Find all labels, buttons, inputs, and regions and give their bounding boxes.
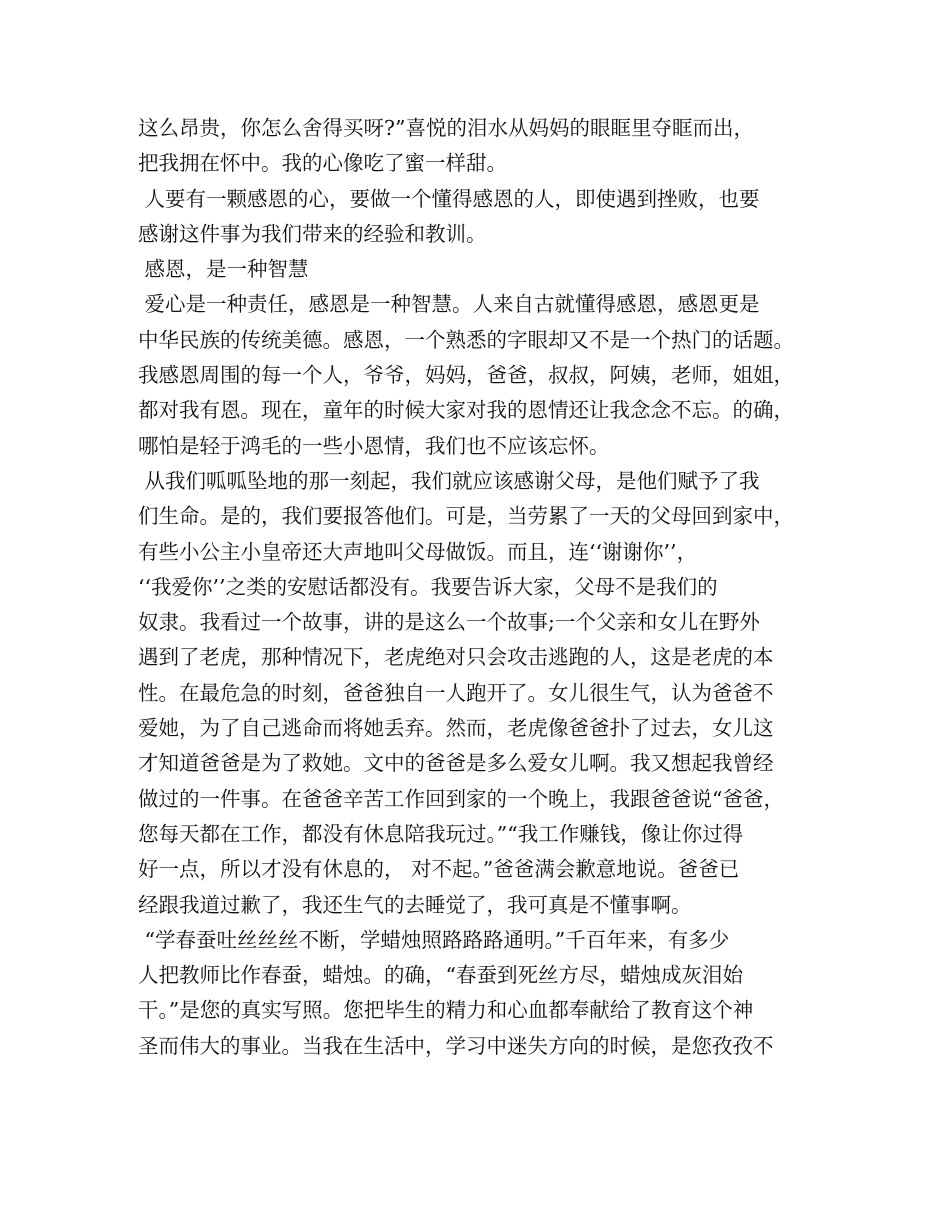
text-line: 干。”是您的真实写照。您把毕生的精力和心血都奉献给了教育这个神 (138, 998, 754, 1023)
text-line: 人把教师比作春蚕，蜡烛。的确，“春蚕到死丝方尽，蜡烛成灰泪始 (138, 963, 743, 988)
text-line: 您每天都在工作，都没有休息陪我玩过。”“我工作赚钱，像让你过得 (138, 821, 744, 846)
text-line: ‘‘我爱你’’之类的安慰话都没有。我要告诉大家，父母不是我们的 (138, 574, 718, 599)
text-line: 中华民族的传统美德。感恩，一个熟悉的字眼却又不是一个热门的话题。 (138, 327, 794, 352)
text-line: 哪怕是轻于鸿毛的一些小恩情，我们也不应该忘怀。 (138, 433, 610, 458)
text-line: 都对我有恩。现在，童年的时候大家对我的恩情还让我念念不忘。的确， (138, 398, 794, 423)
text-line: 感谢这件事为我们带来的经验和教训。 (138, 221, 487, 246)
text-line: 经跟我道过歉了，我还生气的去睡觉了，我可真是不懂事啊。 (138, 892, 692, 917)
section-heading: 感恩，是一种智慧 (138, 257, 309, 282)
text-line: 我感恩周围的每一个人，爷爷，妈妈，爸爸，叔叔，阿姨，老师，姐姐， (138, 363, 794, 388)
text-line: 遇到了老虎，那种情况下，老虎绝对只会攻击逃跑的人，这是老虎的本 (138, 645, 774, 670)
text-line: 从我们呱呱坠地的那一刻起，我们就应该感谢父母，是他们赋予了我 (138, 468, 760, 493)
text-line: 把我拥在怀中。我的心像吃了蜜一样甜。 (138, 151, 507, 176)
text-line: 爱她，为了自己逃命而将她丢弃。然而，老虎像爸爸扑了过去，女儿这 (138, 716, 774, 741)
text-line: 爱心是一种责任，感恩是一种智慧。人来自古就懂得感恩，感恩更是 (138, 292, 760, 317)
text-line: 奴隶。我看过一个故事，讲的是这么一个故事;一个父亲和女儿在野外 (138, 610, 760, 635)
body-text (138, 111, 828, 1064)
text-line: “学春蚕吐丝丝丝不断，学蜡烛照路路路通明。”千百年来，有多少 (138, 927, 730, 952)
text-line: 有些小公主小皇帝还大声地叫父母做饭。而且，连‘‘谢谢你’’， (138, 539, 698, 564)
text-line: 性。在最危急的时刻，爸爸独自一人跑开了。女儿很生气，认为爸爸不 (138, 680, 774, 705)
text-line: 人要有一颗感恩的心，要做一个懂得感恩的人，即使遇到挫败，也要 (138, 186, 760, 211)
text-line: 这么昂贵，你怎么舍得买呀?”喜悦的泪水从妈妈的眼眶里夺眶而出， (138, 116, 754, 140)
text-line: 们生命。是的，我们要报答他们。可是，当劳累了一天的父母回到家中， (138, 504, 794, 529)
text-line: 好一点，所以才没有休息的， 对不起。”爸爸满会歉意地说。爸爸已 (138, 857, 740, 882)
text-line: 才知道爸爸是为了救她。文中的爸爸是多么爱女儿啊。我又想起我曾经 (138, 751, 774, 776)
text-line: 做过的一件事。在爸爸辛苦工作回到家的一个晚上，我跟爸爸说“爸爸， (138, 786, 784, 811)
text-line: 圣而伟大的事业。当我在生活中，学习中迷失方向的时候，是您孜孜不 (138, 1033, 774, 1058)
